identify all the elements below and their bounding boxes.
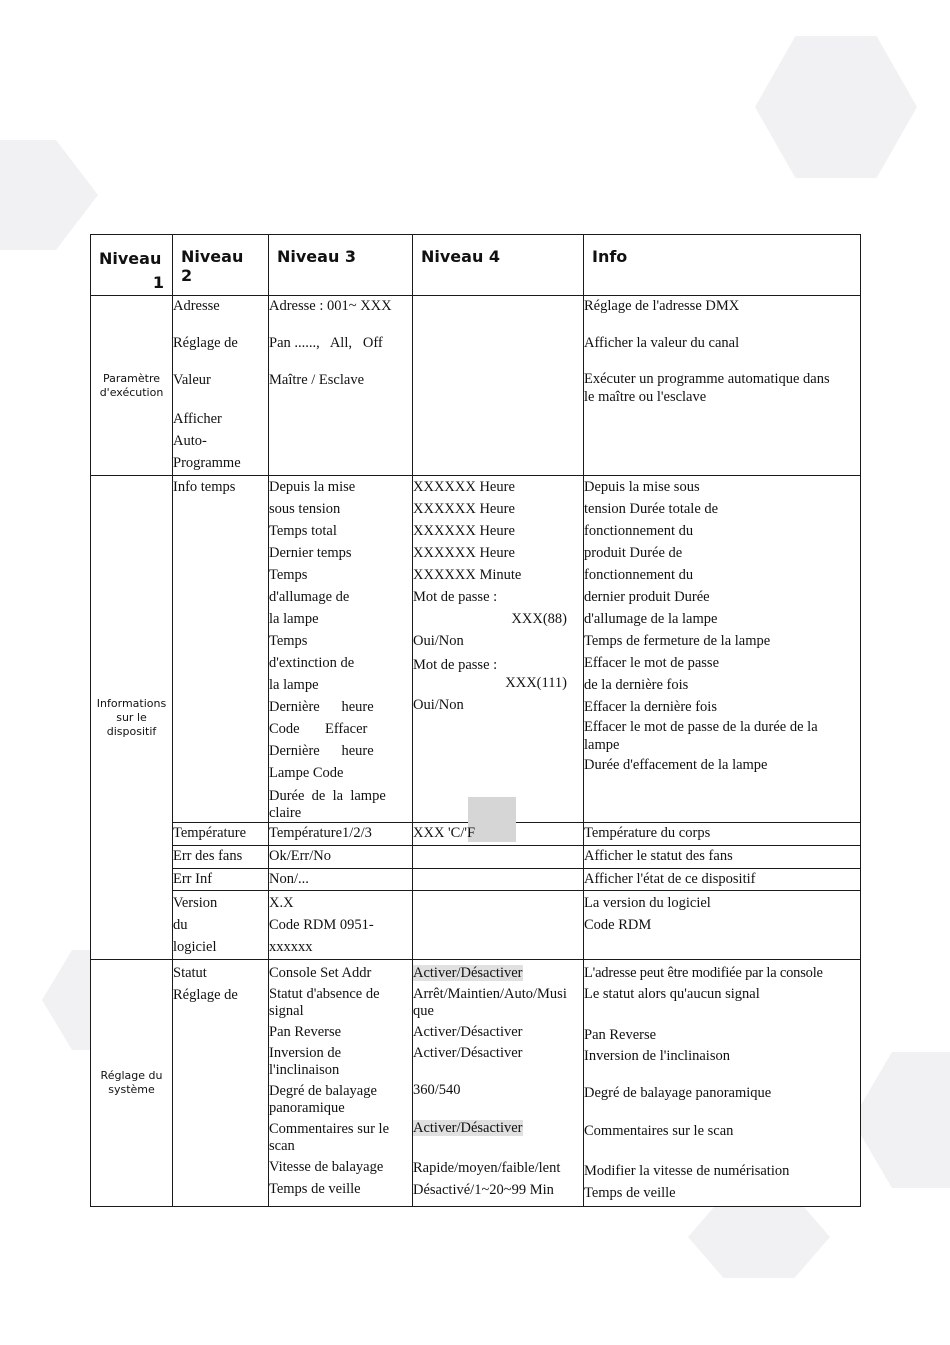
cell-text: Code RDM 0951- <box>269 917 374 933</box>
cell-text: lampe <box>584 737 620 753</box>
cell-text: la lampe <box>269 677 319 693</box>
cell-text: Inversion de <box>269 1045 342 1061</box>
cell-text: Désactivé/1~20~99 Min <box>413 1182 554 1198</box>
cell-text: Arrêt/Maintien/Auto/Musi <box>413 986 567 1002</box>
version-col5 <box>584 891 861 960</box>
section-label-text: système <box>108 1083 155 1096</box>
cell-text: du <box>173 917 188 933</box>
header-niveau-3: Niveau 3 <box>269 235 413 296</box>
cell-text: produit Durée de <box>584 545 683 561</box>
cell-text: Degré de balayage panoramique <box>584 1085 772 1101</box>
cell-text: sous tension <box>269 501 341 517</box>
section-label-systeme <box>91 960 173 1207</box>
param-col5 <box>584 296 861 476</box>
cell-text: Réglage de <box>173 987 238 1003</box>
cell-text: d'extinction de <box>269 655 355 671</box>
temperature-col2 <box>173 823 269 846</box>
section-label-text: Informations <box>96 696 167 710</box>
cell-text: le maître ou l'esclave <box>584 389 707 405</box>
cell-text: logiciel <box>173 939 217 955</box>
cell-text: X.X <box>269 895 294 911</box>
cell-text: Modifier la vitesse de numérisation <box>584 1163 790 1179</box>
fans-col4 <box>413 846 584 869</box>
cell-text: Degré de balayage <box>269 1083 377 1099</box>
cell-text: claire <box>269 805 302 821</box>
cell-text: Temps <box>269 633 308 649</box>
cell-text: Effacer le mot de passe de la durée de la <box>584 719 818 735</box>
errinf-col2 <box>173 869 269 891</box>
header-info: Info <box>584 235 861 296</box>
cell-text: dernier produit Durée <box>584 589 710 605</box>
cell-text: La version du logiciel <box>584 895 711 911</box>
cell-text: Température du corps <box>584 825 711 841</box>
cell-text: Effacer la dernière fois <box>584 699 717 715</box>
temperature-col3 <box>269 823 413 846</box>
cell-text-highlighted: Activer/Désactiver <box>413 1120 523 1136</box>
cell-text: Depuis la mise sous <box>584 479 700 495</box>
cell-text: Réglage de l'adresse DMX <box>584 298 740 314</box>
section-label-text: Réglage du <box>100 1069 163 1082</box>
cell-text: 360/540 <box>413 1082 461 1098</box>
header-text: Niveau <box>99 249 162 268</box>
system-col5 <box>584 960 861 1207</box>
cell-text: Commentaires sur le scan <box>584 1123 734 1139</box>
cell-text: Auto- <box>173 433 207 449</box>
errinf-col5 <box>584 869 861 891</box>
fans-col2 <box>173 846 269 869</box>
cell-text: Pan Reverse <box>584 1027 657 1043</box>
cell-text: Le statut alors qu'aucun signal <box>584 986 760 1002</box>
cell-text: que <box>413 1003 434 1019</box>
cell-text: xxxxxx <box>269 939 313 955</box>
version-col4 <box>413 891 584 960</box>
cell-text: Oui/Non <box>413 633 464 649</box>
temperature-col4 <box>413 823 584 846</box>
cell-text: Code RDM <box>584 917 652 933</box>
param-col4 <box>413 296 584 476</box>
cell-text: XXX(88) <box>511 611 567 627</box>
section-label-text: sur le <box>116 710 147 724</box>
param-col2 <box>173 296 269 476</box>
cell-text: Version <box>173 895 218 911</box>
cell-text: Durée de la lampe <box>269 788 386 804</box>
cell-text: XXXXXX Heure <box>413 479 515 495</box>
cell-text: Dernière heure <box>269 699 374 715</box>
cell-text: Err Inf <box>173 871 213 887</box>
cell-text: Err des fans <box>173 848 243 864</box>
cell-text: Réglage de <box>173 335 238 351</box>
cell-text: Valeur <box>173 372 211 388</box>
header-row <box>91 235 861 296</box>
cell-text: Statut d'absence de <box>269 986 380 1002</box>
cell-text-highlighted: Activer/Désactiver <box>413 965 523 981</box>
cell-text: Pan ......, All, Off <box>269 335 383 351</box>
cell-text: Ok/Err/No <box>269 848 332 864</box>
temperature-row <box>91 823 861 846</box>
cell-text: Mot de passe : <box>413 589 498 605</box>
cell-text: fonctionnement du <box>584 567 694 583</box>
cell-text: Activer/Désactiver <box>413 1045 523 1061</box>
version-row <box>91 891 861 960</box>
section-label-text: Paramètre <box>103 371 160 385</box>
cell-text: Temps <box>269 567 308 583</box>
cell-text: Console Set Addr <box>269 965 372 981</box>
cell-text: Effacer le mot de passe <box>584 655 720 671</box>
section-label-text: d'exécution <box>99 385 164 399</box>
cell-text: XXX 'C/'F <box>413 825 476 841</box>
cell-text: Code Effacer <box>269 721 368 737</box>
cell-text: XXX(111) <box>505 675 567 691</box>
cell-text: panoramique <box>269 1100 345 1116</box>
cell-text: Pan Reverse <box>269 1024 342 1040</box>
temperature-col5 <box>584 823 861 846</box>
cell-text: Temps total <box>269 523 337 539</box>
info-temps-row <box>91 476 861 823</box>
cell-text: Température <box>173 825 247 841</box>
cell-text: Afficher le statut des fans <box>584 848 733 864</box>
info-temps-col3 <box>269 476 413 823</box>
cell-text: Commentaires sur le <box>269 1121 390 1137</box>
header-niveau-2: Niveau 2 <box>173 235 269 296</box>
menu-table <box>90 234 861 1207</box>
section-systeme-row <box>91 960 861 1207</box>
cell-text: Durée d'effacement de la lampe <box>584 757 768 773</box>
header-text: 1 <box>152 273 164 292</box>
cell-text: Adresse : 001~ XXX <box>269 298 392 314</box>
param-col3 <box>269 296 413 476</box>
cell-text: scan <box>269 1138 295 1154</box>
section-label-text: dispositif <box>106 724 157 738</box>
cell-text: d'allumage de <box>269 589 350 605</box>
section-label-parametre <box>91 296 173 476</box>
errinf-row <box>91 869 861 891</box>
background-hexagon <box>852 1052 950 1188</box>
cell-text: Maître / Esclave <box>269 372 365 388</box>
cell-text: Lampe Code <box>269 765 344 781</box>
header-niveau-1 <box>91 235 173 296</box>
cell-text: XXXXXX Heure <box>413 545 515 561</box>
cell-text: Vitesse de balayage <box>269 1159 384 1175</box>
version-col2 <box>173 891 269 960</box>
cell-text: Temps de veille <box>269 1181 361 1197</box>
section-label-informations <box>91 476 173 960</box>
cell-text: Exécuter un programme automatique dans <box>584 371 830 387</box>
cell-text: XXXXXX Minute <box>413 567 522 583</box>
fans-col3 <box>269 846 413 869</box>
cell-text: Afficher <box>173 411 222 427</box>
section-parametre-row <box>91 296 861 476</box>
cell-text: Programme <box>173 455 241 471</box>
cell-text: Afficher la valeur du canal <box>584 335 740 351</box>
cell-text: la lampe <box>269 611 319 627</box>
info-temps-col2 <box>173 476 269 823</box>
cell-text: Temps de fermeture de la lampe <box>584 633 771 649</box>
header-niveau-4: Niveau 4 <box>413 235 584 296</box>
cell-text: Oui/Non <box>413 697 464 713</box>
cell-text: signal <box>269 1003 304 1019</box>
cell-text: Dernier temps <box>269 545 352 561</box>
cell-text: Statut <box>173 965 207 981</box>
cell-text: Non/... <box>269 871 309 887</box>
errinf-col3 <box>269 869 413 891</box>
background-hexagon <box>688 1196 830 1278</box>
fans-row <box>91 846 861 869</box>
fans-col5 <box>584 846 861 869</box>
cell-text: Adresse <box>173 298 220 314</box>
cell-text: Rapide/moyen/faible/lent <box>413 1160 561 1176</box>
cell-text: Température1/2/3 <box>269 825 372 841</box>
cell-text: Dernière heure <box>269 743 374 759</box>
cell-text: Inversion de l'inclinaison <box>584 1048 730 1064</box>
cell-text: XXXXXX Heure <box>413 501 515 517</box>
cell-text: Afficher l'état de ce dispositif <box>584 871 756 887</box>
errinf-col4 <box>413 869 584 891</box>
background-hexagon <box>0 140 98 250</box>
version-col3 <box>269 891 413 960</box>
system-col3 <box>269 960 413 1207</box>
cell-text: Temps de veille <box>584 1185 676 1201</box>
cell-text: Info temps <box>173 479 236 495</box>
background-hexagon <box>755 36 917 178</box>
info-temps-col5 <box>584 476 861 823</box>
cell-text: XXXXXX Heure <box>413 523 515 539</box>
system-col4 <box>413 960 584 1207</box>
cell-text: Depuis la mise <box>269 479 356 495</box>
cell-text: tension Durée totale de <box>584 501 719 517</box>
cell-text: d'allumage de la lampe <box>584 611 718 627</box>
system-col2 <box>173 960 269 1207</box>
cell-text: L'adresse peut être modifiée par la console <box>584 965 823 981</box>
cell-text: de la dernière fois <box>584 677 689 693</box>
cell-text: Mot de passe : <box>413 657 498 673</box>
cell-text: Activer/Désactiver <box>413 1024 523 1040</box>
cell-text: l'inclinaison <box>269 1062 340 1078</box>
info-temps-col4 <box>413 476 584 823</box>
cell-text: fonctionnement du <box>584 523 694 539</box>
